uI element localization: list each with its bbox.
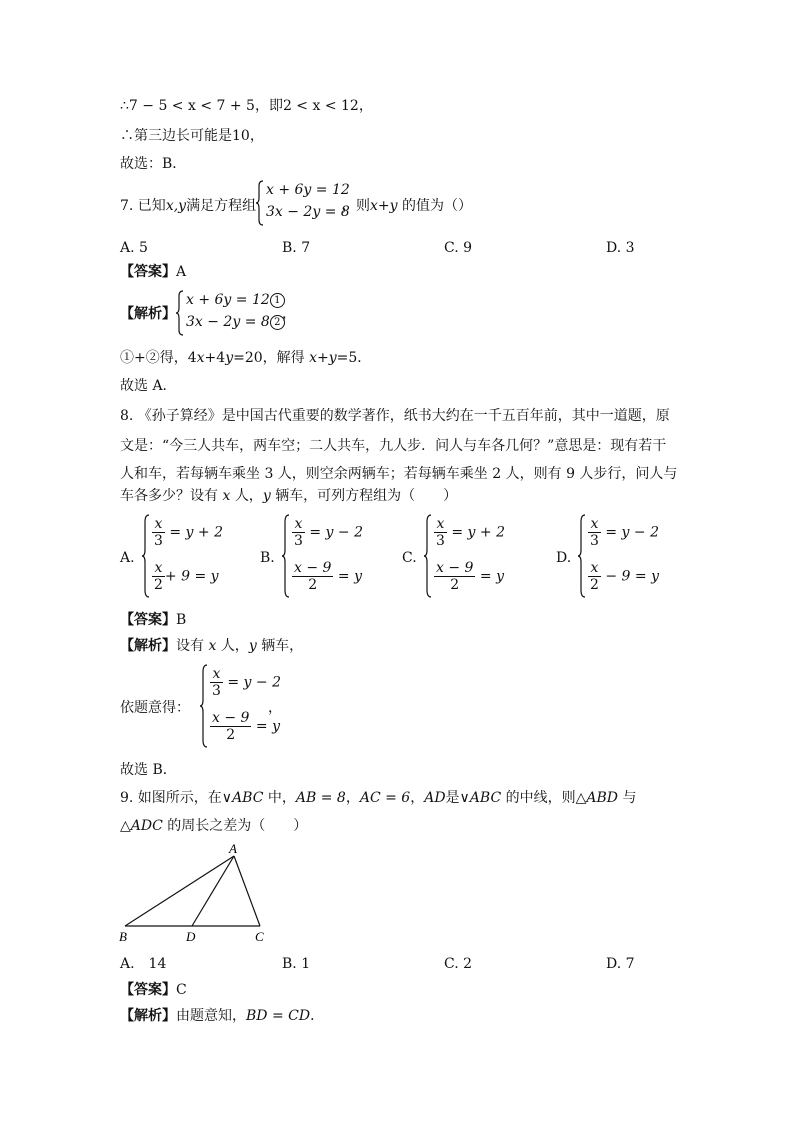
circled-2-icon: 2 [270,315,285,330]
q8-option-a-label: A. [120,550,135,566]
explanation-tag: 【解析】 [120,638,176,654]
q8-text-line-4: 车各多少？设有 x 人，y 辆车，可列方程组为（ ） [120,488,458,504]
inequality-text: ∴7 − 5 < x < 7 + 5，即2 < x < 12， [120,98,373,114]
left-brace-icon [256,180,264,226]
vertex-c-label: C [255,929,264,944]
solution-line-third-side [120,126,264,146]
circled-1-icon: 1 [270,293,285,308]
q9-option-d: D. 7 [606,956,635,972]
q7-explanation-tag [120,304,176,324]
q8-choose: 故选 B． [120,762,177,778]
vertex-b-label: B [119,929,127,944]
left-brace-icon [142,514,150,598]
q7-expl-line: ①+②得，4x+4y=20，解得 x+y=5． [120,350,372,366]
side-ac [234,856,260,926]
q7-prefix: 7. 已知 [120,198,166,214]
q7-expr: x+y [370,198,398,214]
q7-mid: 满足方程组 [186,198,257,214]
median-ad [192,856,234,926]
answer-tag: 【答案】 [120,982,176,998]
choose-text: 故选：B． [120,156,187,172]
answer-value: B [176,612,187,628]
q9-explanation: 【解析】由题意知，BD = CD． [120,1008,325,1024]
vertex-a-label: A [229,842,237,856]
q7-option-d: D. 3 [606,240,635,256]
q9-option-c: C. 2 [444,956,473,972]
q9-option-b: B. 1 [282,956,311,972]
answer-tag: 【答案】 [120,612,176,628]
q7-vars: x,y [165,198,187,214]
q8-text-line-2: 文是：“今三人共车，两车空；二人共车，九人步．问人与车各几何？”意思是：现有若干 [120,438,667,454]
q8-yiti-label: 依题意得： [120,700,190,716]
left-brace-icon [424,514,432,598]
answer-value: C [176,982,187,998]
left-brace-icon [578,514,586,598]
q7-option-b: B. 7 [282,240,311,256]
q8-option-b-label: B. [260,550,275,566]
q9-text-line-1: 9. 如图所示，在∨ABC 中，AB = 8，AC = 6，AD是∨ABC 的中线，则△ABD 与 [120,790,637,806]
q7-expl-comma: ， [282,306,296,322]
q9-option-a: A. 14 [120,956,167,972]
q7-end: 的值为（） [402,198,472,214]
q8-text-line-1: 8. 《孙子算经》是中国古代重要的数学著作，纸书大约在一千五百年前，其中一道题，原 [120,408,670,424]
q9-text-line-2: △ADC 的周长之差为（ ） [120,818,308,834]
q8-option-b-system: $\frac{x}{3}$ = y − 2 $\frac{x - 9}{2}$ = y [282,514,402,598]
q7-option-a: A. 5 [120,240,148,256]
left-brace-icon [176,290,184,336]
answer-tag: 【答案】 [120,264,176,280]
left-brace-icon [200,664,208,748]
q7-equation-system [256,180,356,226]
q7-explanation-system [176,290,296,336]
q8-explanation: 【解析】设有 x 人，y 辆车， [120,638,304,654]
q7-equation-2: 3x − 2y = 8 [266,204,350,220]
q7-choose: 故选 A． [120,378,177,394]
solution-line-choose [120,154,186,174]
q7-suffix: ，则 [342,198,370,214]
q8-expl-comma: ， [268,700,282,716]
q8-text-line-3: 人和车，若每辆车乘坐 3 人，则空余两辆车；若每辆车乘坐 2 人，则有 9 人步行，问人与 [120,466,678,482]
solution-line-inequality [120,96,373,116]
q8-explanation-system: $\frac{x}{3}$ = y − 2 $\frac{x - 9}{2}$ = y [200,664,320,748]
explanation-tag: 【解析】 [120,306,176,322]
side-ab [125,856,234,926]
explanation-tag: 【解析】 [120,1008,176,1024]
q7-expl-equation-2: 3x − 2y = 8 2 [186,314,285,330]
triangle-figure [110,842,280,946]
q7-answer [120,262,186,282]
q7-equation-1: x + 6y = 12 [266,182,350,198]
q8-option-c-system: $\frac{x}{3}$ = y + 2 $\frac{x - 9}{2}$ = y [424,514,544,598]
q7-option-c: C. 9 [444,240,473,256]
q8-answer [120,610,186,630]
q8-option-d-label: D. [556,550,572,566]
question-7 [120,196,256,216]
left-brace-icon [282,514,290,598]
q8-option-a-system: $\frac{x}{3}$ = y + 2 $\frac{x}{2}$ + 9 = y [142,514,262,598]
q7-expl-equation-1: x + 6y = 12 1 [186,292,285,308]
third-side-text: ∴第三边长可能是10， [120,128,264,144]
answer-value: A [176,264,187,280]
q9-answer [120,980,187,1000]
q8-option-c-label: C. [402,550,417,566]
point-d-label: D [186,929,196,944]
q8-option-d-system: $\frac{x}{3}$ = y − 2 $\frac{x}{2}$ − 9 = y [578,514,698,598]
q7-tail [342,196,472,216]
